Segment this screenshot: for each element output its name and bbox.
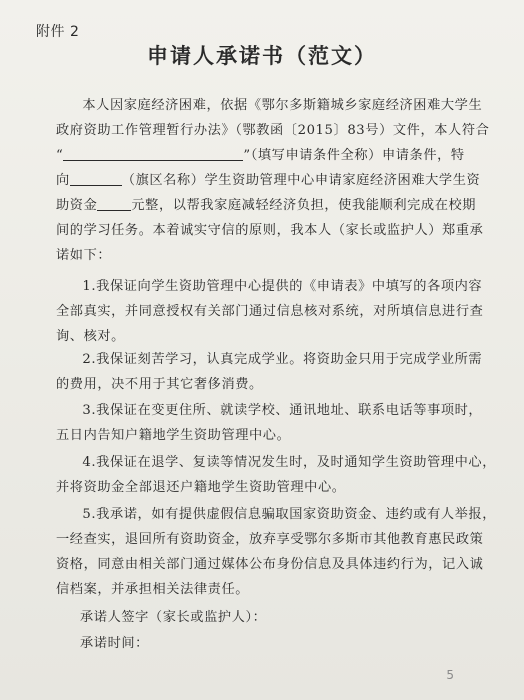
pledge-1-line-3: 询、核对。: [56, 329, 125, 344]
pledge-5-line-3: 资格，同意由相关部门通过媒体公布身份信息及具体违约行为，记入诚: [56, 557, 484, 572]
intro-paragraph: [56, 93, 490, 268]
intro-line-2: 政府资助工作管理暂行办法》（鄂教函〔2015〕83号）文件，本人符合: [56, 123, 490, 138]
amount-suffix: 元整，以帮我家庭减轻经济负担，使我能顺利完成在校期: [131, 198, 477, 213]
intro-line-5: [56, 193, 477, 218]
intro-line-6: 间的学习任务。本着诚实守信的原则，我本人（家长或监护人）郑重承: [56, 223, 484, 238]
pledge-5: [56, 502, 497, 602]
amount-blank: [97, 196, 131, 211]
district-blank: [70, 171, 122, 186]
pledge-4: [56, 450, 497, 500]
intro-line-1: 本人因家庭经济困难，依据《鄂尔多斯籍城乡家庭经济困难大学生: [82, 98, 483, 113]
pledge-4-line-1: 4.我保证在退学、复读等情况发生时，及时通知学生资助管理中心，: [82, 455, 497, 470]
pledge-1-line-1: 1.我保证向学生资助管理中心提供的《申请表》中填写的各项内容: [82, 279, 483, 294]
pledge-4-line-2: 并将资助金全部退还户籍地学生资助管理中心。: [56, 480, 346, 495]
pledge-2-line-2: 的费用，决不用于其它奢侈消费。: [56, 377, 263, 392]
pledge-3: [56, 398, 483, 448]
pledge-1: [56, 274, 484, 349]
attachment-label: 附件 2: [36, 24, 80, 40]
district-suffix: （旗区名称）学生资助管理中心申请家庭经济困难大学生资: [121, 173, 481, 188]
amount-prefix: 助资金: [56, 198, 98, 213]
intro-line-3: [56, 143, 470, 168]
intro-line-7: 诺如下：: [56, 248, 112, 263]
pledge-2: [56, 347, 483, 397]
condition-blank: [63, 146, 243, 161]
pledge-1-line-2: 全部真实，并同意授权有关部门通过信息核对系统，对所填信息进行查: [56, 304, 484, 319]
to-prefix: 向: [56, 173, 70, 188]
pledge-3-line-2: 五日内告知户籍地学生资助管理中心。: [56, 428, 291, 443]
page-number: 5: [446, 668, 454, 682]
document-title: 申请人承诺书（范文）: [147, 43, 377, 68]
intro-line-4: [56, 168, 481, 193]
pledge-3-line-1: 3.我保证在变更住所、就读学校、通讯地址、联系电话等事项时，: [82, 403, 483, 418]
pledge-5-line-2: 一经查实，退回所有资助资金，放弃享受鄂尔多斯市其他教育惠民政策: [56, 532, 484, 547]
condition-suffix: ”（填写申请条件全称）申请条件，特: [243, 148, 465, 163]
pledge-5-line-1: 5.我承诺，如有提供虚假信息骗取国家资助资金、违约或有人举报，: [82, 507, 497, 522]
signer-label: 承诺人签字（家长或监护人）：: [80, 610, 267, 625]
pledge-2-line-1: 2.我保证刻苦学习，认真完成学业。将资助金只用于完成学业所需: [82, 352, 483, 367]
pledge-date-label: 承诺时间：: [80, 636, 149, 651]
pledge-5-line-4: 信档案，并承担相关法律责任。: [56, 582, 250, 597]
open-quote: “: [56, 148, 64, 163]
